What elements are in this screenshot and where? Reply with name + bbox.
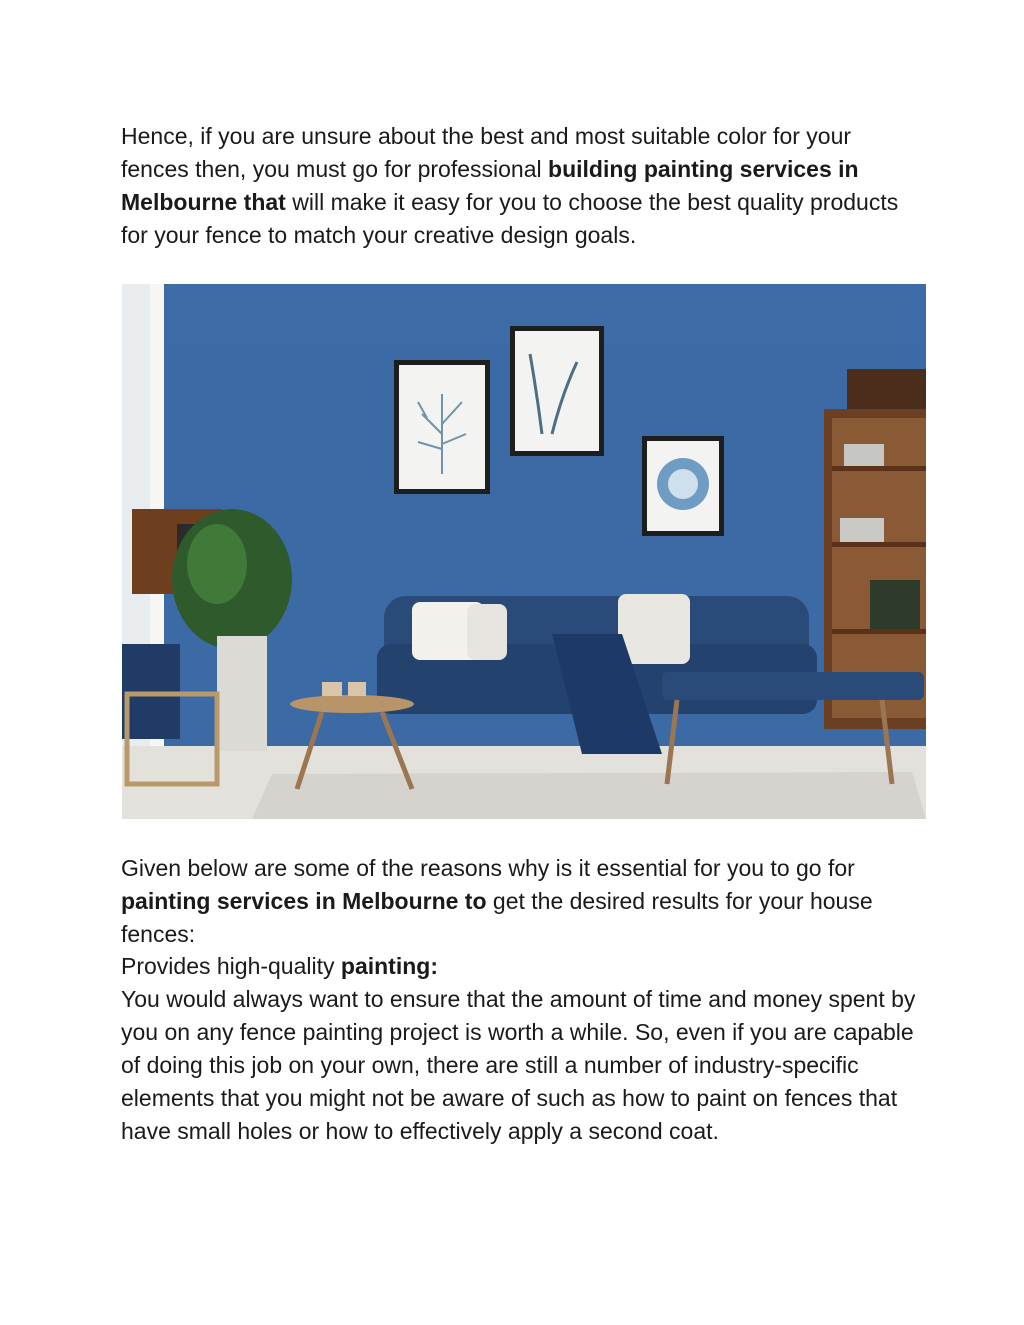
reasons-text-2: get the desired results for your house fences: (121, 888, 873, 947)
intro-paragraph (121, 120, 921, 252)
intro-bold-link-text: building painting services in Melbourne that (121, 156, 859, 215)
reasons-paragraph (121, 852, 921, 951)
living-room-photo (122, 284, 926, 819)
intro-text-1: Hence, if you are unsure about the best and most suitable color for your fences then, you must go for professional (121, 123, 852, 182)
heading-text: Provides high-quality (121, 953, 341, 979)
reasons-bold-link-text: painting services in Melbourne to (121, 888, 487, 914)
heading-bold-text: painting: (340, 953, 438, 979)
section-heading (121, 950, 921, 983)
body-paragraph: You would always want to ensure that the amount of time and money spent by you on any fence painting project is worth a while. So, even if you are capable of doing this job on your own, there are still a number of industry-specific elements that you might not be aware of such as how to paint on fences that have small holes or how to effectively apply a second coat. (121, 986, 916, 1144)
reasons-text-1: Given below are some of the reasons why is it essential for you to go for (121, 855, 855, 881)
intro-text-2: will make it easy for you to choose the best quality products for your fence to match your creative design goals. (121, 189, 899, 248)
